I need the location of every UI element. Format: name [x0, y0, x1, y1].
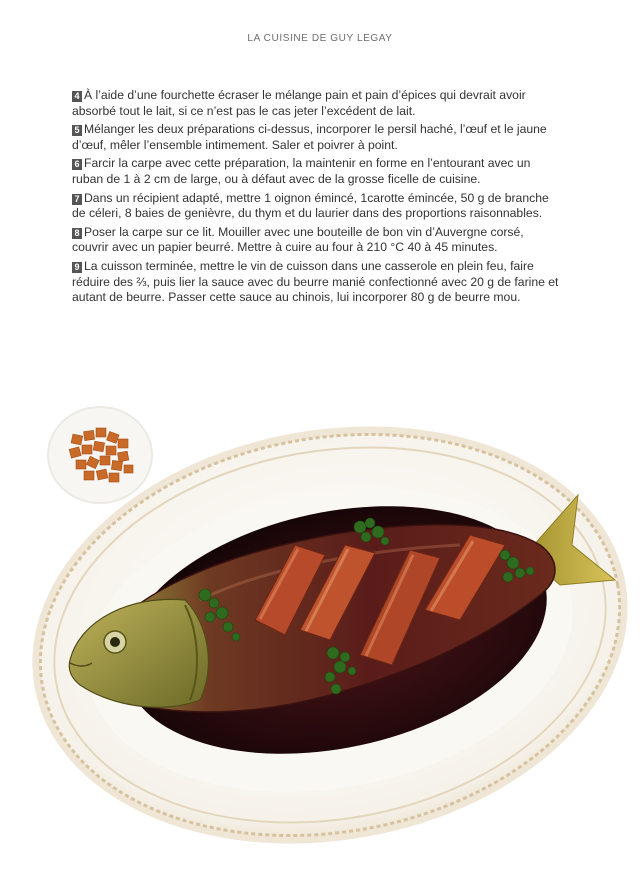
- recipe-steps: [72, 88, 562, 309]
- step-text: Mélanger les deux préparations ci-dessus, incorporer le persil haché, l’œuf et le jaune d’œuf, mêler l’ensemble intimement. Saler et poivrer à point.: [72, 122, 547, 152]
- step-text: Poser la carpe sur ce lit. Mouiller avec une bouteille de bon vin d’Auvergne corsé, couvrir avec un papier beurré. Mettre à cuire au four à 210 °C 40 à 45 minutes.: [72, 224, 524, 255]
- step-number: 7: [72, 194, 82, 205]
- step-number: 8: [72, 228, 82, 239]
- recipe-step: [72, 259, 562, 306]
- step-number: 4: [72, 91, 82, 102]
- recipe-step: [72, 156, 562, 187]
- running-header: LA CUISINE DE GUY LEGAY: [247, 33, 393, 44]
- step-number: 5: [72, 125, 82, 136]
- recipe-step: [72, 122, 562, 153]
- dish-photo: [0, 395, 640, 870]
- step-text: À l’aide d’une fourchette écraser le mélange pain et pain d’épices qui devrait avoir absorbé tout le lait, si ce n’est pas le cas jeter l’excédent de lait.: [72, 88, 526, 118]
- step-text: La cuisson terminée, mettre le vin de cuisson dans une casserole en plein feu, faire réduire des ⅔, puis lier la sauce avec du beurre manié confectionné avec 20 g de farine et autant de beurre. Passer cette sauce au chinois, lui incorporer 80 g de beurre mou.: [72, 258, 559, 305]
- step-number: 6: [72, 159, 82, 170]
- recipe-step: [72, 191, 562, 222]
- recipe-step: [72, 88, 562, 119]
- step-text: Dans un récipient adapté, mettre 1 oignon émincé, 1carotte émincée, 50 g de branche de céleri, 8 baies de genièvre, du thym et du laurier dans des proportions raisonnables.: [72, 190, 549, 221]
- step-number: 9: [72, 262, 82, 273]
- step-text: Farcir la carpe avec cette préparation, la maintenir en forme en l’entourant avec un ruban de 1 à 2 cm de large, ou à défaut avec de la grosse ficelle de cuisine.: [72, 156, 531, 186]
- crouton-bowl: [48, 407, 152, 503]
- recipe-step: [72, 225, 562, 256]
